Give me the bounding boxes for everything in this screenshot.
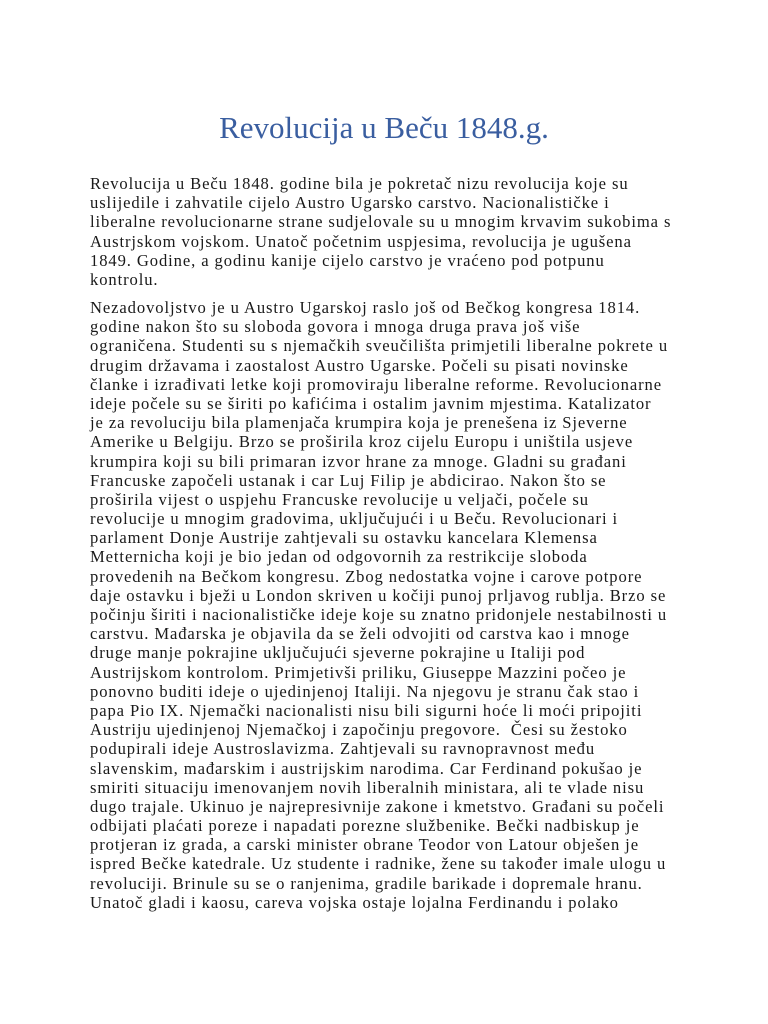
text-line: liberalne revolucionarne strane sudjelovale su u mnogim krvavim sukobima s [90, 212, 672, 232]
text-line: papa Pio IX. Njemački nacionalisti nisu bili sigurni hoće li moći pripojiti [90, 700, 643, 720]
text-line: daje ostavku i bježi u London skriven u kočiji punoj prljavog rublja. Brzo se [90, 585, 667, 605]
text-line: ispred Bečke katedrale. Uz studente i radnike, žene su također imale ulogu u [90, 854, 667, 874]
text-line: revolucije u mnogim gradovima, uključujući i u Beču. Revolucionari i [90, 509, 619, 529]
text-line: uslijedile i zahvatile cijelo Austro Ugarsko carstvo. Nacionalističke i [90, 193, 610, 213]
text-line: revoluciji. Brinule su se o ranjenima, gradile barikade i dopremale hranu. [90, 873, 643, 893]
text-line: Austrijskom kontrolom. Primjetivši priliku, Giuseppe Mazzini počeo je [90, 662, 627, 682]
text-line: Nezadovoljstvo je u Austro Ugarskoj raslo još od Bečkog kongresa 1814. [90, 298, 641, 317]
text-line: proširila vijest o uspjehu Francuske revolucije u veljači, počele su [90, 489, 589, 509]
text-line: Austrjskom vojskom. Unatoč početnim uspjesima, revolucija je ugušena [90, 231, 632, 251]
text-line: ponovno buditi ideje o ujedinjenoj Italiji. Na njegovu je stranu čak stao i [90, 681, 640, 701]
text-line: drugim državama i zaostalost Austro Ugarske. Počeli su pisati novinske [90, 355, 629, 375]
text-line: godine nakon što su sloboda govora i mnoga druga prava još više [90, 317, 581, 337]
text-line: slavenskim, mađarskim i austrijskim narodima. Car Ferdinand pokušao je [90, 758, 643, 778]
text-line: Amerike u Belgiju. Brzo se proširila kroz cijelu Europu i uništila usjeve [90, 432, 634, 452]
text-line: dugo trajale. Ukinuo je najrepresivnije zakone i kmetstvo. Građani su počeli [90, 796, 665, 816]
text-line: carstvu. Mađarska je objavila da se želi odvojiti od carstva kao i mnoge [90, 624, 630, 644]
text-line: parlament Donje Austrije zahtjevali su ostavku kancelara Klemensa [90, 528, 598, 548]
text-line: ograničena. Studenti su s njemačkih sveučilišta primjetili liberalne pokrete u [90, 336, 669, 356]
text-line: provedenih na Bečkom kongresu. Zbog nedostatka vojne i carove potpore [90, 566, 643, 586]
text-line: odbijati plaćati poreze i napadati porezne službenike. Bečki nadbiskup je [90, 816, 640, 836]
text-line: kontrolu. [90, 269, 159, 289]
text-line: počinju širiti i nacionalističke ideje koje su znatno pridonjele nestabilnosti u [90, 605, 668, 624]
text-line: Austriju ujedinjenoj Njemačkoj i započinju pregovore. Česi su žestoko [90, 720, 628, 740]
text-line: Revolucija u Beču 1848. godine bila je pokretač nizu revolucija koje su [90, 174, 629, 193]
text-line: Metternicha koji je bio jedan od odgovornih za restrikcije sloboda [90, 547, 588, 567]
text-line: druge manje pokrajine uključujući sjeverne pokrajine u Italiji pod [90, 643, 586, 663]
text-line: krumpira koji su bili primaran izvor hrane za mnoge. Gladni su građani [90, 451, 627, 471]
text-line: protjeran iz grada, a carski minister obrane Teodor von Latour obješen je [90, 835, 639, 855]
text-line: smiriti situaciju imenovanjem novih liberalnih ministara, ali te vlade nisu [90, 777, 645, 797]
paragraph-1 [90, 174, 690, 289]
page-title: Revolucija u Beču 1848.g. [219, 110, 549, 145]
text-line: članke i izrađivati letke koji promoviraju liberalne reforme. Revolucionarne [90, 374, 663, 394]
text-line: ideje počele su se širiti po kafićima i ostalim javnim mjestima. Katalizator [90, 393, 652, 413]
text-line: Francuske započeli ustanak i car Luj Filip je abdicirao. Nakon što se [90, 470, 607, 490]
text-line: podupirali ideje Austroslavizma. Zahtjevali su ravnopravnost među [90, 739, 596, 759]
text-line: je za revoluciju bila plamenjača krumpira koja je prenešena iz Sjeverne [90, 413, 628, 433]
text-line: Unatoč gladi i kaosu, careva vojska ostaje lojalna Ferdinandu i polako [90, 892, 619, 912]
text-line: 1849. Godine, a godinu kanije cijelo carstvo je vraćeno pod potpunu [90, 250, 605, 270]
paragraph-2 [90, 298, 690, 912]
